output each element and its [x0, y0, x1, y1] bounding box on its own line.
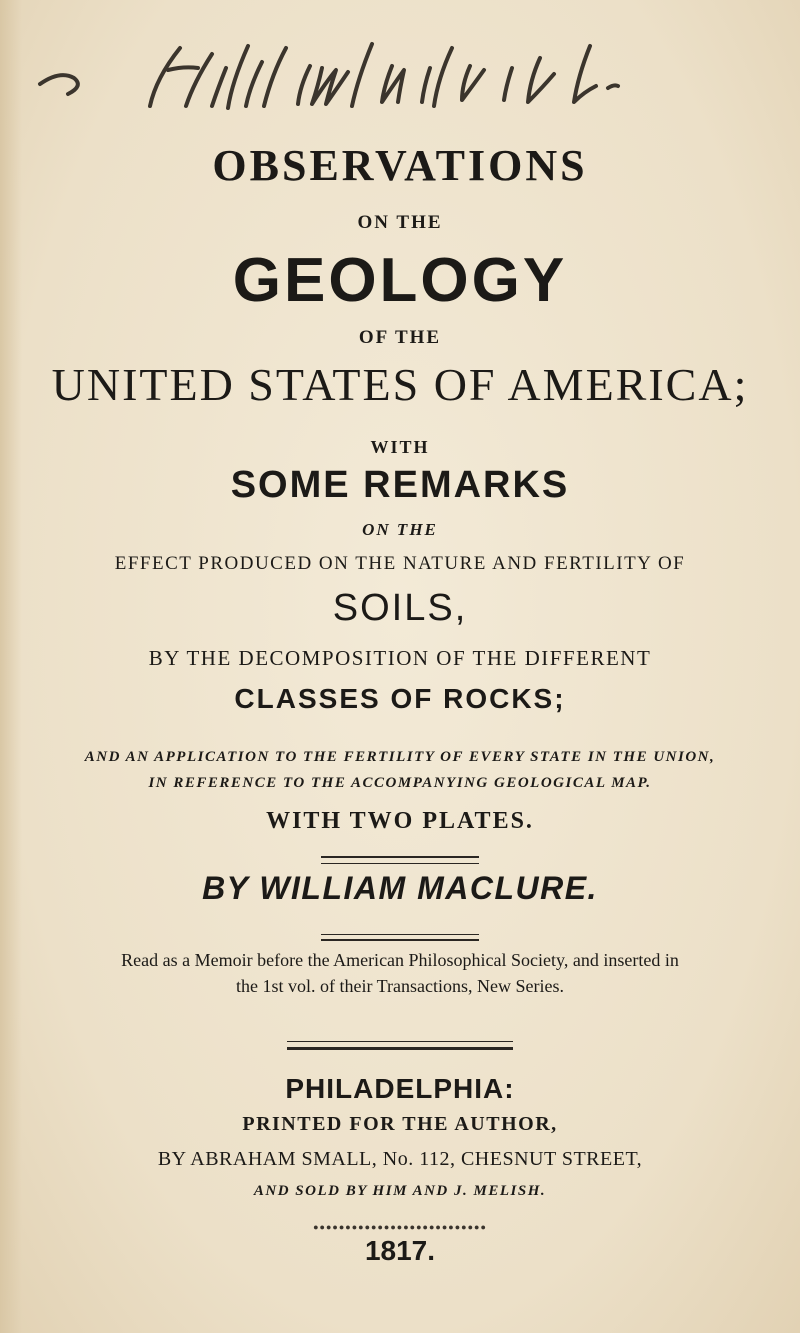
- divider-rule: [321, 934, 479, 941]
- divider-rule: [287, 1041, 513, 1050]
- subtitle-reference-line: IN REFERENCE TO THE ACCOMPANYING GEOLOGICAL MAP.: [148, 775, 652, 791]
- plates-note: WITH TWO PLATES.: [266, 808, 534, 834]
- subtitle-effect-line: EFFECT PRODUCED ON THE NATURE AND FERTILITY OF: [114, 553, 686, 574]
- subtitle-decomposition-line: BY THE DECOMPOSITION OF THE DIFFERENT: [148, 646, 652, 670]
- connector-on-the-2: ON THE: [362, 520, 438, 539]
- handwritten-signature: [0, 18, 800, 128]
- imprint-city: PHILADELPHIA:: [285, 1073, 515, 1104]
- connector-of-the: OF THE: [358, 327, 442, 348]
- memoir-note-line-2: the 1st vol. of their Transactions, New Series.: [236, 976, 564, 996]
- memoir-note-line-1: Read as a Memoir before the American Philosophical Society, and inserted in: [121, 950, 679, 970]
- imprint-publisher: BY ABRAHAM SMALL, No. 112, CHESNUT STREET,: [157, 1148, 643, 1170]
- connector-with: WITH: [370, 437, 430, 457]
- imprint-year: 1817.: [364, 1235, 436, 1266]
- ornamental-dot-rule: ●●●●●●●●●●●●●●●●●●●●●●●●●●●: [313, 1222, 487, 1232]
- imprint-printed-for: PRINTED FOR THE AUTHOR,: [242, 1113, 558, 1135]
- title-classes-of-rocks: CLASSES OF ROCKS;: [234, 683, 566, 714]
- title-soils: SOILS,: [332, 587, 468, 629]
- divider-rule: [321, 856, 479, 864]
- title-geology: GEOLOGY: [232, 246, 568, 315]
- title-some-remarks: SOME REMARKS: [230, 464, 570, 506]
- title-united-states: UNITED STATES OF AMERICA;: [51, 359, 749, 410]
- subtitle-union-line: AND AN APPLICATION TO THE FERTILITY OF EVERY STATE IN THE UNION,: [84, 749, 716, 765]
- author-line: BY WILLIAM MACLURE.: [202, 870, 598, 906]
- connector-on-the-1: ON THE: [357, 212, 443, 233]
- imprint-sold-by: AND SOLD BY HIM AND J. MELISH.: [253, 1183, 547, 1199]
- title-observations: OBSERVATIONS: [212, 141, 588, 190]
